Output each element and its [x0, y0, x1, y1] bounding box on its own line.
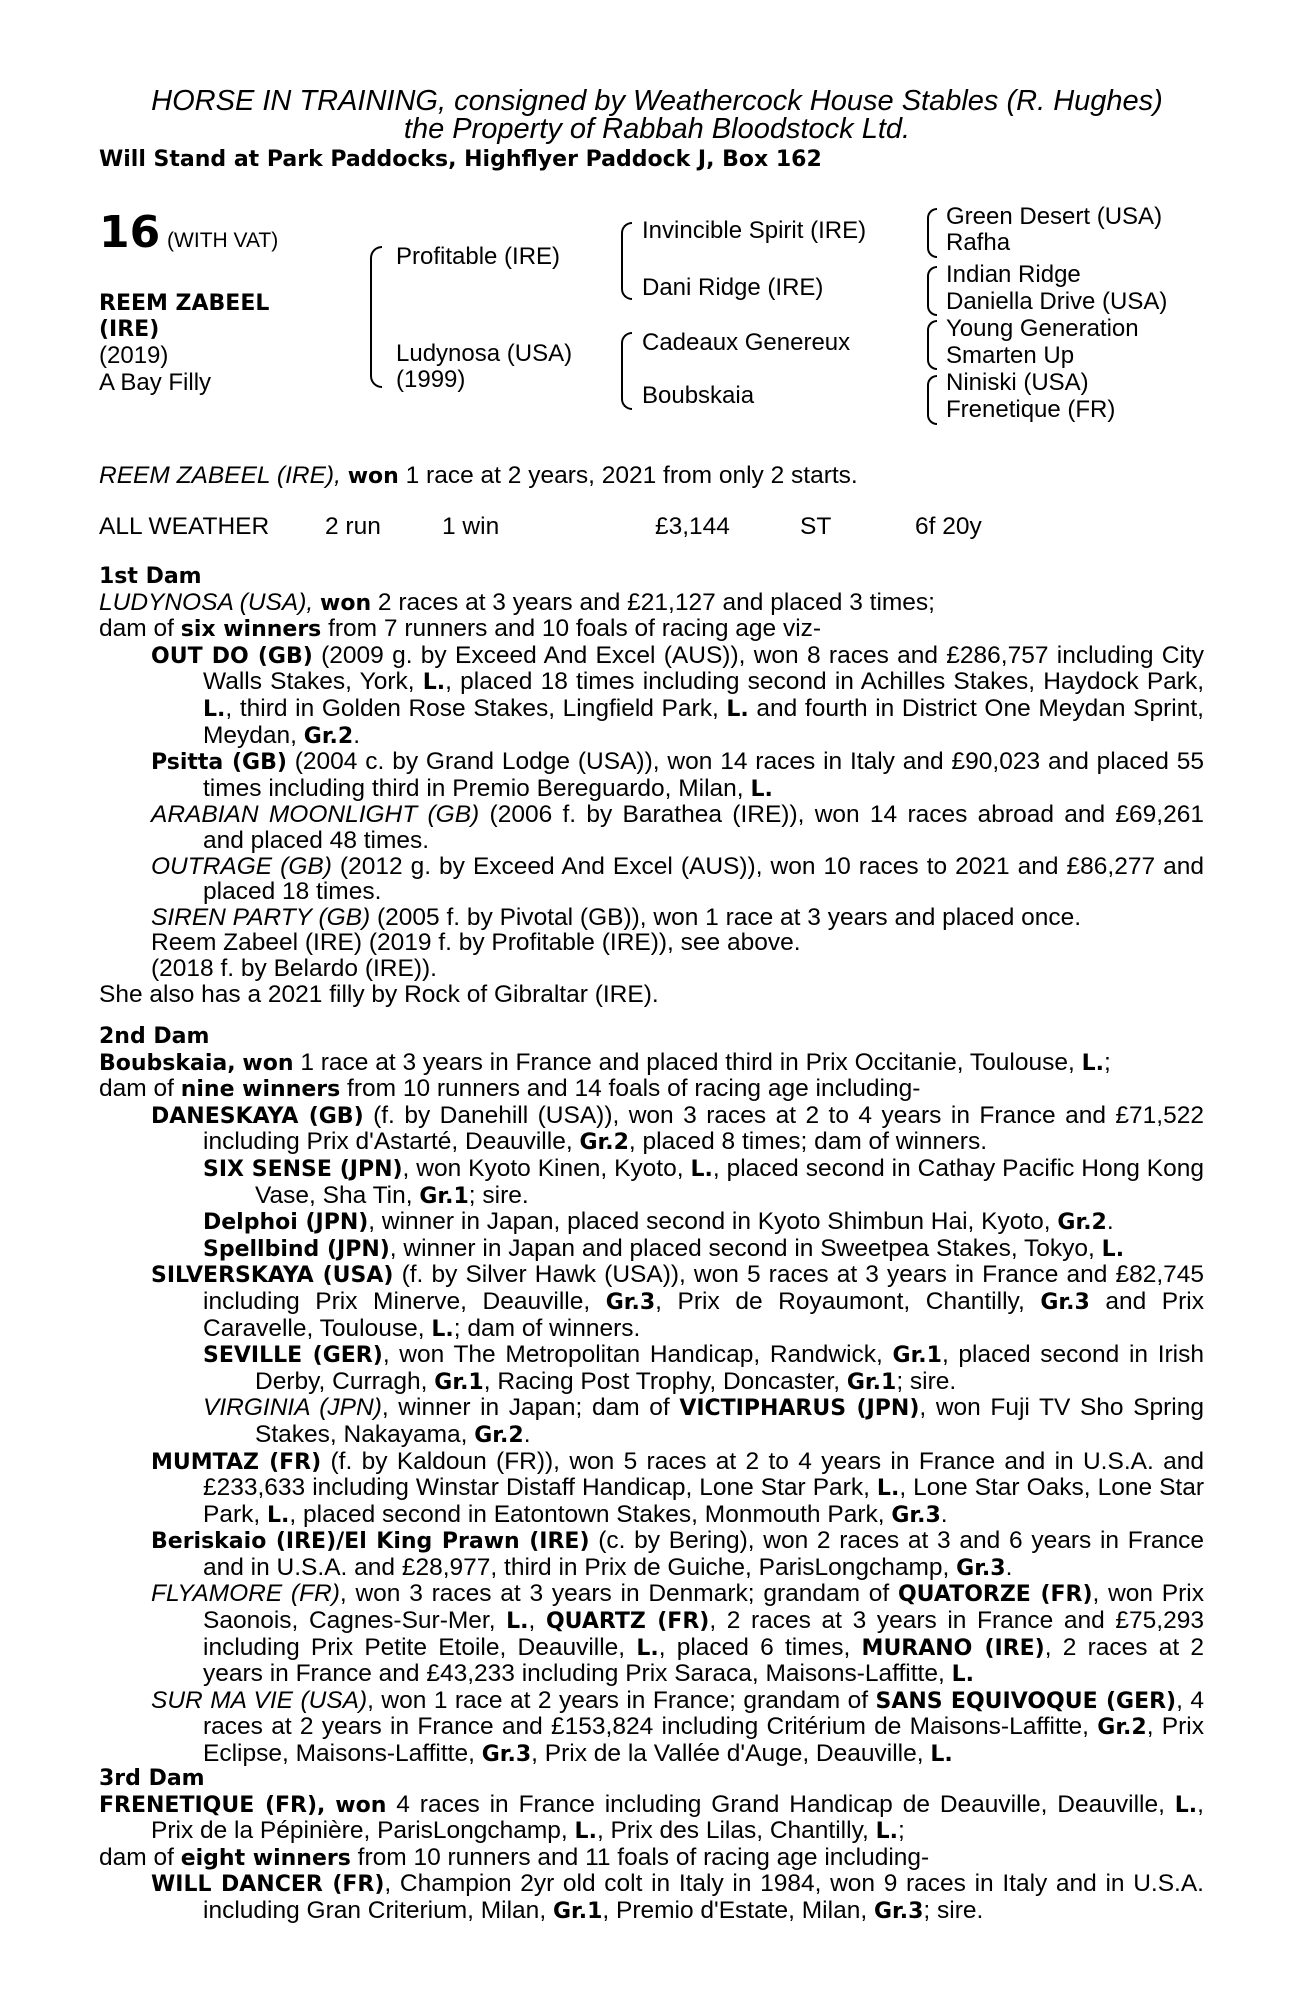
third-dam-produce-summary: dam of eight winners from 10 runners and 11 foals of racing age including- — [99, 1843, 930, 1871]
pedigree-brace-dam — [621, 332, 632, 410]
produce-virginia: VIRGINIA (JPN), winner in Japan; dam of VICTIPHARUS (JPN), won Fuji TV Sho Spring Stakes, Nakayama, Gr.2. — [203, 1394, 1204, 1448]
ds-dam: Smarten Up — [946, 342, 1075, 369]
produce-2018-filly: (2018 f. by Belardo (IRE)). — [151, 954, 437, 982]
dam: Ludynosa (USA) — [396, 340, 573, 367]
brace-g1 — [927, 208, 937, 258]
produce-six-sense: SIX SENSE (JPN), won Kyoto Kinen, Kyoto, L., placed second in Cathay Pacific Hong Kong Vase, Sha Tin, Gr.1; sire. — [203, 1154, 1204, 1209]
produce-daneskaya: DANESKAYA (GB) (f. by Danehill (USA)), won 3 races at 2 to 4 years in France and £71,522 including Prix d'Astarté, Deauville, Gr.2, placed 8 times; dam of winners. — [151, 1101, 1204, 1156]
sd-sire: Indian Ridge — [946, 261, 1081, 288]
produce-reem-zabeel: Reem Zabeel (IRE) (2019 f. by Profitable (IRE)), see above. — [151, 929, 801, 957]
foaling-year: (2019) — [99, 342, 169, 369]
perf-wins: 1 win — [442, 513, 500, 540]
dd-dam: Frenetique (FR) — [946, 396, 1116, 423]
horse-description: A Bay Filly — [99, 369, 212, 396]
produce-will-dancer: WILL DANCER (FR), Champion 2yr old colt in Italy in 1984, won 9 races in Italy and in U.S.A. including Gran Criterium, Milan, Gr.1, Premio d'Estate, Milan, Gr.3; sire. — [151, 1870, 1204, 1924]
produce-silverskaya: SILVERSKAYA (USA) (f. by Silver Hawk (USA)), won 5 races at 3 years in France and £82,745 including Prix Minerve, Deauville, Gr.3, Prix de Royaumont, Chantilly, Gr.3 and Prix Caravelle, Toulouse, L.; dam of winners. — [151, 1261, 1205, 1342]
dd-sire: Niniski (USA) — [946, 369, 1089, 396]
sire-sire: Invincible Spirit (IRE) — [642, 217, 867, 244]
produce-delphoi: Delphoi (JPN), winner in Japan, placed second in Kyoto Shimbun Hai, Kyoto, Gr.2. — [203, 1208, 1114, 1236]
location-line: Will Stand at Park Paddocks, Highflyer Paddock J, Box 162 — [99, 147, 822, 172]
lot-number: 16 — [99, 207, 161, 258]
vat-note: (WITH VAT) — [167, 229, 279, 252]
summary-text: 1 race at 2 years, 2021 from only 2 starts. — [405, 462, 858, 489]
consignor-line: HORSE IN TRAINING, consigned by Weathercock House Stables (R. Hughes) — [151, 85, 1163, 117]
produce-psitta: Psitta (GB) (2004 c. by Grand Lodge (USA)), won 14 races in Italy and £90,023 and placed 55 times including third in Premio Bereguardo, Milan, L. — [151, 748, 1204, 802]
produce-spellbind: Spellbind (JPN), winner in Japan and placed second in Sweetpea Stakes, Tokyo, L. — [203, 1234, 1125, 1262]
ss-dam: Rafha — [946, 229, 1011, 256]
brace-g2 — [927, 266, 937, 316]
third-dam-section — [99, 1766, 1204, 1925]
produce-out-do: OUT DO (GB) (2009 g. by Exceed And Excel (AUS)), won 8 races and £286,757 including City Walls Stakes, York, L., placed 18 times including second in Achilles Stakes, Haydock Park, L., third in Golden Rose Stakes, Lingfield Park, L. and fourth in District One Meydan Sprint, Meydan, Gr.2. — [151, 641, 1205, 749]
produce-siren-party: SIREN PARTY (GB) (2005 f. by Pivotal (GB)), won 1 race at 3 years and placed once. — [151, 903, 1082, 931]
perf-track: ST — [800, 513, 832, 540]
second-dam-produce-summary: dam of nine winners from 10 runners and 14 foals of racing age including- — [99, 1075, 921, 1103]
pedigree-brace-sire — [621, 222, 632, 300]
ss-sire: Green Desert (USA) — [946, 203, 1163, 230]
second-dam-title: 2nd Dam — [99, 1024, 210, 1049]
produce-flyamore: FLYAMORE (FR), won 3 races at 3 years in Denmark; grandam of QUATORZE (FR), won Prix Saonois, Cagnes-Sur-Mer, L., QUARTZ (FR), 2 races at 3 years in France and £75,293 including Prix Petite Etoile, Deauville, L., placed 6 times, MURANO (IRE), 2 races at 2 years in France and £43,233 including Prix Saraca, Maisons-Laffitte, L. — [151, 1580, 1205, 1688]
perf-earnings: £3,144 — [655, 513, 730, 540]
third-dam-intro: FRENETIQUE (FR), won 4 races in France including Grand Handicap de Deauville, Deauville, L., Prix de la Pépinière, ParisLongchamp, L., Prix des Lilas, Chantilly, L.; — [99, 1790, 1204, 1845]
second-dam-section — [99, 1024, 1204, 1768]
pedigree-brace-main — [370, 246, 382, 388]
first-dam-section — [99, 564, 1204, 1007]
produce-arabian-moonlight: ARABIAN MOONLIGHT (GB) (2006 f. by Barathea (IRE)), won 14 races abroad and £69,261 and placed 48 times. — [151, 801, 1204, 854]
first-dam-title: 1st Dam — [99, 564, 202, 589]
sd-dam: Daniella Drive (USA) — [946, 288, 1168, 315]
lot-number-row — [99, 207, 279, 258]
perf-runs: 2 run — [325, 513, 381, 540]
dam-year: (1999) — [396, 366, 466, 393]
brace-g4 — [927, 375, 937, 425]
horse-name: REEM ZABEEL — [99, 291, 270, 316]
dam-dam: Boubskaia — [642, 382, 755, 409]
perf-surface: ALL WEATHER — [99, 513, 270, 540]
produce-seville: SEVILLE (GER), won The Metropolitan Handicap, Randwick, Gr.1, placed second in Irish Derby, Curragh, Gr.1, Racing Post Trophy, Doncaster, Gr.1; sire. — [203, 1341, 1204, 1395]
first-dam-produce-summary: dam of six winners from 7 runners and 10 foals of racing age viz- — [99, 615, 822, 643]
summary-horse: REEM ZABEEL (IRE), — [99, 462, 341, 489]
summary-won: won — [347, 464, 399, 489]
produce-outrage: OUTRAGE (GB) (2012 g. by Exceed And Excel (AUS)), won 10 races to 2021 and £86,277 and placed 18 times. — [151, 852, 1205, 906]
brace-g3 — [927, 320, 937, 370]
produce-sur-ma-vie: SUR MA VIE (USA), won 1 race at 2 years in France; grandam of SANS EQUIVOQUE (GER), 4 races at 2 years in France and £153,824 including Critérium de Maisons-Laffitte, Gr.2, Prix Eclipse, Maisons-Laffitte, Gr.3, Prix de la Vallée d'Auge, Deauville, L. — [151, 1686, 1205, 1768]
third-dam-title: 3rd Dam — [99, 1766, 205, 1791]
first-dam-intro: LUDYNOSA (USA), won 2 races at 3 years and £21,127 and placed 3 times; — [99, 588, 935, 616]
produce-beriskaio: Beriskaio (IRE)/El King Prawn (IRE) (c. by Bering), won 2 races at 3 and 6 years in France and in U.S.A. and £28,977, third in Prix de Guiche, ParisLongchamp, Gr.3. — [151, 1527, 1204, 1581]
ds-sire: Young Generation — [946, 315, 1139, 342]
horse-country: (IRE) — [99, 317, 160, 342]
property-line: the Property of Rabbah Bloodstock Ltd. — [403, 113, 911, 145]
produce-2021-filly: She also has a 2021 filly by Rock of Gibraltar (IRE). — [99, 980, 659, 1008]
race-summary — [99, 463, 858, 490]
sire-dam: Dani Ridge (IRE) — [642, 274, 824, 301]
produce-mumtaz: MUMTAZ (FR) (f. by Kaldoun (FR)), won 5 races at 2 to 4 years in France and in U.S.A. and £233,633 including Winstar Distaff Handicap, Lone Star Park, L., Lone Star Oaks, Lone Star Park, L., placed second in Eatontown Stakes, Monmouth Park, Gr.3. — [151, 1447, 1205, 1528]
sire: Profitable (IRE) — [396, 243, 561, 270]
performance-row — [0, 514, 1314, 544]
perf-distance: 6f 20y — [915, 513, 982, 540]
second-dam-intro: Boubskaia, won 1 race at 3 years in France and placed third in Prix Occitanie, Toulouse, L.; — [99, 1048, 1111, 1076]
dam-sire: Cadeaux Genereux — [642, 329, 851, 356]
